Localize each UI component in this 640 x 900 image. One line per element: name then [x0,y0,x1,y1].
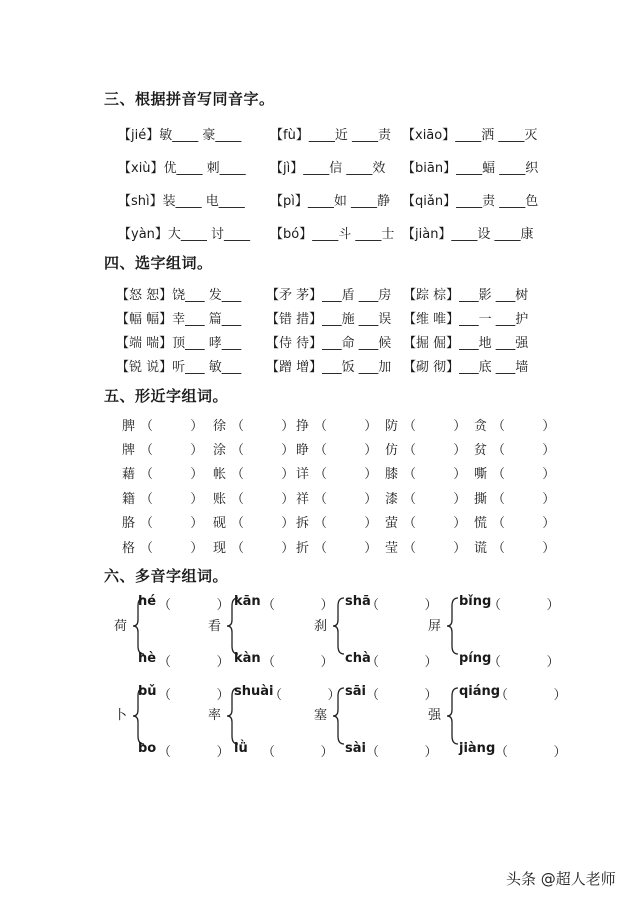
answer-parentheses[interactable]: （ ） [403,492,467,507]
answer-parentheses[interactable]: （ ） [314,467,378,482]
similar-char: 详 [296,467,310,482]
fill-in-item: 【蹭 增】___饭 ___加 [266,360,392,375]
fill-in-item: 【jiàn】____设 ____康 [402,227,534,242]
answer-parentheses[interactable]: （ ） [231,516,295,531]
fill-in-item: 【侍 待】___命 ___候 [266,336,392,351]
pinyin-label: sài [345,741,366,756]
similar-char: 撕 [474,492,488,507]
fill-in-item: 【shì】装____ 电____ [118,194,245,209]
pinyin-label: bǔ [138,684,157,699]
answer-parentheses[interactable]: （ ） [366,655,438,670]
brace-icon [332,686,346,746]
similar-char: 藉 [122,467,136,482]
fill-in-item: 【矛 茅】___盾 ___房 [266,288,392,303]
pinyin-label: kān [234,594,261,609]
fill-in-item: 【yàn】大____ 讨____ [118,227,251,242]
pinyin-label: lǜ [234,741,248,756]
answer-parentheses[interactable]: （ ） [262,745,334,760]
answer-parentheses[interactable]: （ ） [262,655,334,670]
pinyin-label: jiàng [459,741,496,756]
answer-parentheses[interactable]: （ ） [492,541,556,556]
fill-in-item: 【biān】____蝠 ____织 [402,161,539,176]
answer-parentheses[interactable]: （ ） [140,419,204,434]
fill-in-item: 【xiù】优____ 刺____ [118,161,246,176]
answer-parentheses[interactable]: （ ） [492,467,556,482]
answer-parentheses[interactable]: （ ） [158,745,230,760]
similar-char: 牌 [122,443,136,458]
answer-parentheses[interactable]: （ ） [314,516,378,531]
answer-parentheses[interactable]: （ ） [495,688,567,703]
fill-in-item: 【锐 说】听___ 敏___ [116,360,242,375]
fill-in-item: 【jì】____信 ____效 [270,161,386,176]
pinyin-label: bo [138,741,157,756]
similar-char: 籍 [122,492,136,507]
answer-parentheses[interactable]: （ ） [231,541,295,556]
answer-parentheses[interactable]: （ ） [314,541,378,556]
polyphone-char: 荷 [114,619,128,634]
answer-parentheses[interactable]: （ ） [492,492,556,507]
similar-char: 祥 [296,492,310,507]
pinyin-label: kàn [234,651,261,666]
polyphone-char: 强 [428,708,442,723]
answer-parentheses[interactable]: （ ） [158,688,230,703]
similar-char: 挣 [296,419,310,434]
fill-in-item: 【fù】____近 ____责 [270,128,391,143]
similar-char: 膝 [385,467,399,482]
fill-in-item: 【错 措】___施 ___误 [266,312,392,327]
similar-char: 脾 [122,419,136,434]
polyphone-char: 卜 [114,708,128,723]
similar-char: 拆 [296,516,310,531]
pinyin-label: sāi [345,684,366,699]
answer-parentheses[interactable]: （ ） [492,516,556,531]
similar-char: 贪 [474,419,488,434]
answer-parentheses[interactable]: （ ） [231,467,295,482]
pinyin-label: shā [345,594,371,609]
answer-parentheses[interactable]: （ ） [262,598,334,613]
polyphone-char: 率 [208,708,222,723]
polyphone-char: 看 [208,619,222,634]
fill-in-item: 【砌 彻】___底 ___墙 [403,360,529,375]
answer-parentheses[interactable]: （ ） [488,655,560,670]
similar-char: 莹 [385,541,399,556]
pinyin-label: shuài [234,684,274,699]
similar-char: 慌 [474,516,488,531]
similar-char: 贫 [474,443,488,458]
brace-icon [446,686,460,746]
pinyin-label: hè [138,651,157,666]
similar-char: 徐 [213,419,227,434]
brace-icon [332,596,346,656]
similar-char: 防 [385,419,399,434]
answer-parentheses[interactable]: （ ） [403,419,467,434]
pinyin-label: hé [138,594,157,609]
answer-parentheses[interactable]: （ ） [231,419,295,434]
fill-in-item: 【bó】____斗 ____士 [270,227,395,242]
similar-char: 帐 [213,467,227,482]
answer-parentheses[interactable]: （ ） [140,516,204,531]
answer-parentheses[interactable]: （ ） [403,541,467,556]
pinyin-label: qiáng [459,684,501,699]
answer-parentheses[interactable]: （ ） [366,598,438,613]
answer-parentheses[interactable]: （ ） [495,745,567,760]
answer-parentheses[interactable]: （ ） [158,598,230,613]
section-4-title: 四、选字组词。 [104,254,213,272]
answer-parentheses[interactable]: （ ） [403,516,467,531]
polyphone-char: 塞 [314,708,328,723]
similar-char: 格 [122,541,136,556]
similar-char: 账 [213,492,227,507]
section-5-title: 五、形近字组词。 [104,387,229,405]
pinyin-label: píng [459,651,492,666]
fill-in-item: 【jié】敏____ 豪____ [118,128,242,143]
section-3-title: 三、根据拼音写同音字。 [104,90,275,108]
similar-char: 漆 [385,492,399,507]
polyphone-char: 刹 [314,619,328,634]
brace-icon [446,596,460,656]
pinyin-label: bǐng [459,594,492,609]
answer-parentheses[interactable]: （ ） [403,467,467,482]
fill-in-item: 【pì】____如 ____静 [270,194,390,209]
answer-parentheses[interactable]: （ ） [269,688,341,703]
answer-parentheses[interactable]: （ ） [158,655,230,670]
answer-parentheses[interactable]: （ ） [488,598,560,613]
answer-parentheses[interactable]: （ ） [403,443,467,458]
answer-parentheses[interactable]: （ ） [140,443,204,458]
similar-char: 现 [213,541,227,556]
fill-in-item: 【怒 恕】饶___ 发___ [116,288,242,303]
similar-char: 睁 [296,443,310,458]
answer-parentheses[interactable]: （ ） [140,467,204,482]
similar-char: 谎 [474,541,488,556]
similar-char: 萤 [385,516,399,531]
fill-in-item: 【踪 棕】___影 ___树 [403,288,529,303]
answer-parentheses[interactable]: （ ） [366,688,438,703]
answer-parentheses[interactable]: （ ） [140,541,204,556]
fill-in-item: 【幅 幅】幸___ 篇___ [116,312,242,327]
watermark: 头条 @超人老师 [506,870,616,888]
answer-parentheses[interactable]: （ ） [231,443,295,458]
similar-char: 涂 [213,443,227,458]
fill-in-item: 【qiǎn】____责 ____色 [402,194,539,209]
similar-char: 折 [296,541,310,556]
similar-char: 砚 [213,516,227,531]
pinyin-label: chà [345,651,371,666]
answer-parentheses[interactable]: （ ） [314,492,378,507]
fill-in-item: 【xiāo】____洒 ____灭 [402,128,538,143]
similar-char: 嘶 [474,467,488,482]
answer-parentheses[interactable]: （ ） [314,443,378,458]
answer-parentheses[interactable]: （ ） [492,419,556,434]
answer-parentheses[interactable]: （ ） [492,443,556,458]
fill-in-item: 【端 喘】顶___ 哮___ [116,336,242,351]
answer-parentheses[interactable]: （ ） [314,419,378,434]
similar-char: 胳 [122,516,136,531]
polyphone-char: 屏 [428,619,442,634]
similar-char: 仿 [385,443,399,458]
answer-parentheses[interactable]: （ ） [140,492,204,507]
answer-parentheses[interactable]: （ ） [366,745,438,760]
answer-parentheses[interactable]: （ ） [231,492,295,507]
fill-in-item: 【维 唯】___一 ___护 [403,312,529,327]
section-6-title: 六、多音字组词。 [104,567,229,585]
fill-in-item: 【掘 倔】___地 ___强 [403,336,529,351]
